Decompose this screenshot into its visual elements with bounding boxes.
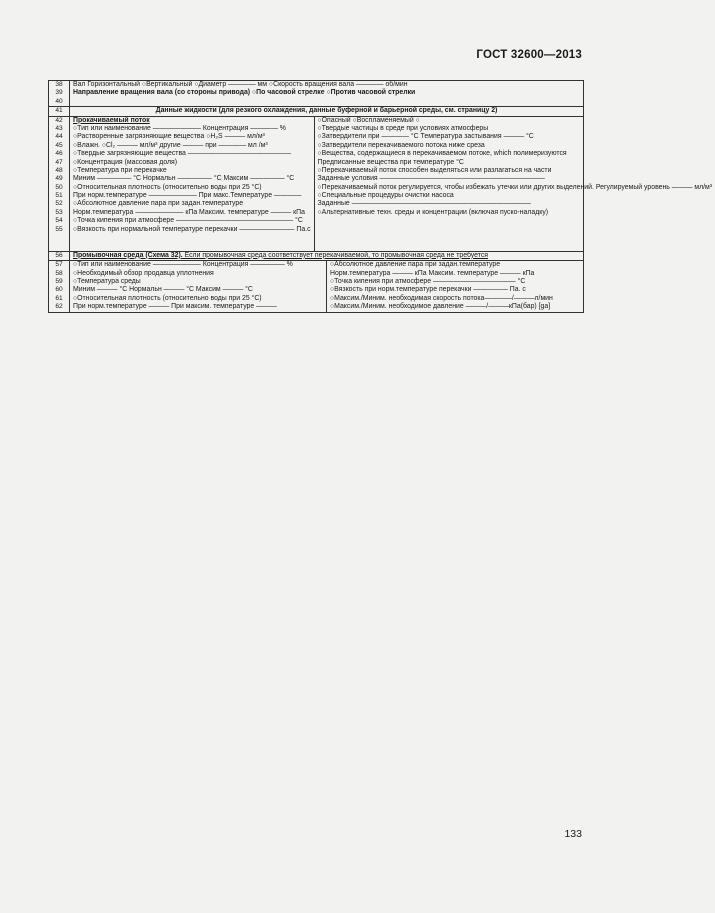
row-number: 56 [55,251,63,259]
field-line: Прокачиваемый поток [73,116,150,124]
row-number: 47 [55,158,63,166]
shaft-rotation-line: Направление вращения вала (со стороны привода) ○По часовой стрелке ○Против часовой стрелки [73,89,416,97]
row-number: 43 [55,124,63,132]
field-line: ○Абсолютное давление пара при задан.температуре [330,261,501,269]
flush-title-rest: Если промывочная среда соответствует перекачиваемой, то промывочная среда не требуется [182,251,488,259]
flush-pressure-column [326,261,583,311]
field-line: ○Относительная плотность (относительно воды при 25 °С) [73,294,262,302]
field-line [73,234,311,242]
row-number: 60 [55,286,63,294]
field-line: ○Вязкость при норм.температуре перекачки ————— Па. с [330,286,526,294]
field-line: ○Твердые частицы в среде при условиях атмосферы [317,124,489,132]
datasheet-table [48,80,713,313]
field-line: ○Опасный ○Воспламеняемый ○ [317,116,420,124]
field-line: ○Концентрация (массовая доля) [73,158,178,166]
field-line: ○Точка кипения при атмосфере ———————————— °С [330,277,526,285]
field-line: Предписанные вещества при температуре °С [317,158,464,166]
row-number: 38 [55,81,63,88]
field-line: ○Температура среды [73,277,141,285]
field-line: ○Альтернативные техн. среды и концентрации (включая пуско-наладку) [317,208,549,216]
row-number: 55 [55,225,63,233]
field-line: ○Тип или наименование ——————— Концентрация ————— % [73,261,293,269]
shaft-orientation-line: Вал Горизонтальный ○Вертикальный ○Диаметр ———— мм ○Скорость вращения вала ———— об/мин [73,81,408,88]
field-line: ○Растворенные загрязняющие вещества ○H₂S ——— мл/м³ [73,133,265,141]
field-line: ○Перекачиваемый поток способен выделяться или разлагаться на части [317,166,552,174]
field-line: ○Максим./Миним. необходимая скорость потока————/———л/мин [330,294,553,302]
page-number: 133 [564,828,582,840]
field-line: При норм.температуре ——————— При макс.Температуре ———— [73,192,302,200]
row-numbers [49,81,70,106]
field-line: ○Абсолютное давление пара при задан.температуре [73,200,244,208]
row-number: 44 [55,133,63,141]
row-numbers [49,261,70,311]
row-number: 50 [55,183,63,191]
row-number: 54 [55,217,63,225]
flush-section [49,261,583,311]
field-line: ○Затвердители перекачиваемого потока ниже среза [317,141,485,149]
row-number: 53 [55,208,63,216]
row-number: 58 [55,269,63,277]
row-number: 49 [55,175,63,183]
field-line: Норм.температура ——————— кПа Максим. температуре ——— кПа [73,208,305,216]
field-line: ○Влажн. ○Cl₂ ——— мл/м³ другие ——— при ———— мл /м³ [73,141,268,149]
field-line: ○Температура при перекачке [73,166,167,174]
field-line: Заданные условия ———————————————————————— [317,175,545,183]
liquid-section-title: Данные жидкости (для резкого охлаждения, данные буферной и барьерной среды, см. страницу 2) [155,107,498,115]
field-line: Заданные —————————————————————————— [317,200,531,208]
row-number: 51 [55,192,63,200]
field-line [318,226,713,234]
field-line: ○Перекачиваемый поток регулируется, чтобы избежать утечки или других выделений. Регулируемый уровень ——— мл/м³ [317,183,713,191]
row-number: 52 [55,200,63,208]
field-line: ○Тип или наименование ——————— Концентрация ———— % [73,124,286,132]
liquid-section [49,116,713,252]
field-line: Миним ——— °С Нормальн ——— °С Максим ——— °С [73,286,253,294]
row-number: 57 [55,261,63,269]
row-number: 42 [55,116,63,124]
blank-line [73,98,580,106]
field-line [73,242,311,250]
row-numbers [49,117,70,251]
row-number: 62 [55,303,63,311]
field-line: ○Твердые загрязняющие вещества ——————————————— [73,150,292,158]
shaft-section [49,81,583,107]
liquid-title-row [49,107,583,116]
field-line: При норм.температуре ——— При максим. температуре ——— [73,303,277,311]
field-line: Норм.температура ——— кПа Максим. температуре ——— кПа [330,269,535,277]
field-line: ○Точка кипения при атмосфере ————————————————— °С [73,217,303,225]
row-number: 46 [55,150,63,158]
field-line: ○Затвердители при ———— °С Температура застывания ——— °С [317,133,534,141]
field-line: ○Максим./Миним. необходимое давление ———/———кПа(бар) [ga] [330,303,551,311]
field-line [318,217,713,225]
row-number: 39 [55,89,63,97]
row-number: 45 [55,141,63,149]
field-line [318,234,713,242]
field-line: Миним ————— °С Нормальн ————— °С Максим ————— °С [73,175,295,183]
row-number: 40 [55,97,63,105]
flush-title-row [49,252,583,261]
standard-header: ГОСТ 32600—2013 [476,49,582,61]
row-number: 41 [55,107,63,115]
row-number: 48 [55,166,63,174]
flush-fluid-column [70,261,326,311]
field-line: ○Вязкость при нормальной температуре перекачки ———————— Па.с [73,225,311,233]
field-line: ○Вещества, содержащиеся в перекачиваемом потоке, which полимеризуются [317,150,567,158]
pumped-fluid-column [70,117,314,251]
field-line: ○Специальные процедуры очистки насоса [317,192,454,200]
row-number: 59 [55,277,63,285]
hazard-column [314,117,715,251]
field-line: ○Необходимый обзор продавца уплотнения [73,269,214,277]
row-number: 61 [55,294,63,302]
flush-title-bold: Промывочная среда (Схема 32). [73,251,183,259]
flush-section-title [73,252,580,260]
field-line: ○Относительная плотность (относительно воды при 25 °С) [73,183,262,191]
